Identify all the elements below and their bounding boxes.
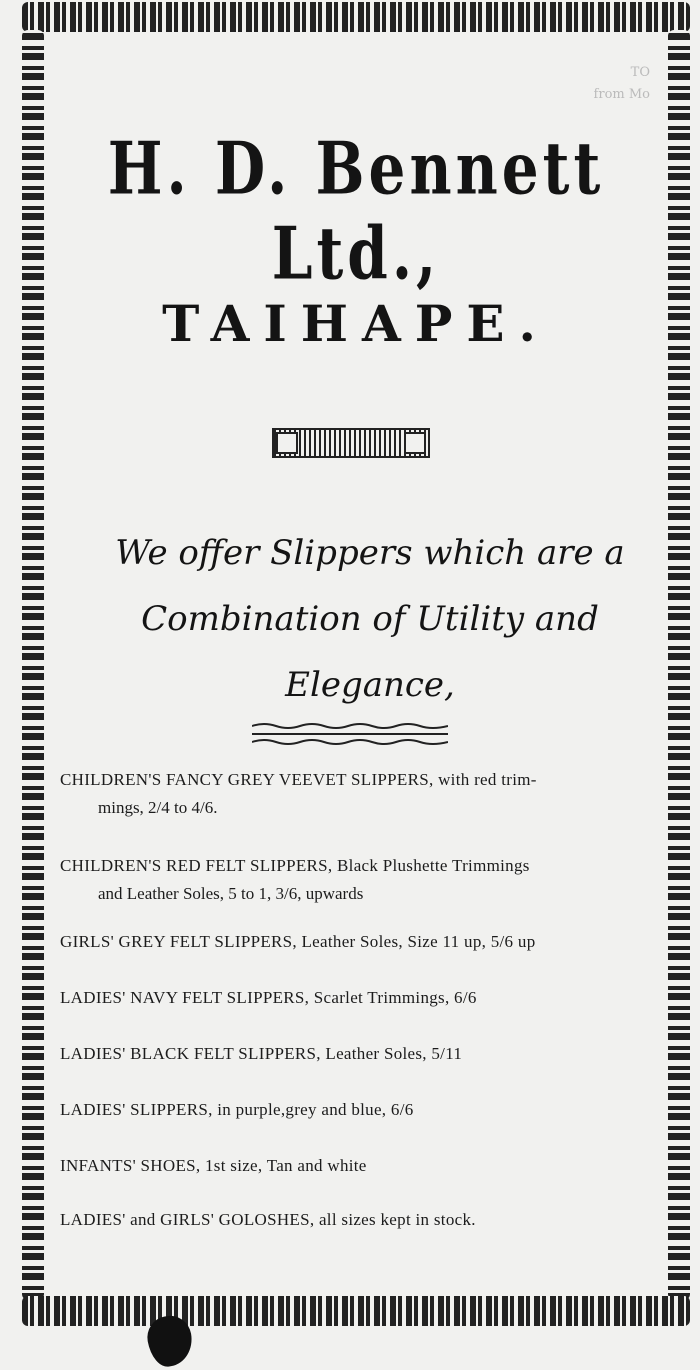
slogan-line-1: We offer Slippers which are a [115,533,625,573]
slogan [70,520,670,718]
decorative-border-bottom [22,1296,690,1326]
list-item [60,1210,664,1230]
list-item [60,1100,664,1120]
list-item-line: INFANTS' SHOES, 1st size, Tan and white [60,1156,367,1175]
decorative-border-right [668,30,690,1300]
list-item-line: CHILDREN'S FANCY GREY VEEVET SLIPPERS, with red trim- [60,770,537,789]
list-item [60,770,664,818]
list-item-line: CHILDREN'S RED FELT SLIPPERS, Black Plushette Trimmings [60,856,530,875]
firm-name: H. D. Bennett Ltd., [107,126,605,296]
list-item [60,1044,664,1064]
bleed-through-line: from Mo [593,87,650,102]
wavy-rule-icon [252,722,448,746]
ornament-divider-icon [272,428,430,458]
slogan-line-3: Elegance, [285,665,455,705]
list-item-line: LADIES' BLACK FELT SLIPPERS, Leather Soles, 5/11 [60,1044,463,1063]
list-item-line: mings, 2/4 to 4/6. [98,798,218,817]
list-item-line: LADIES' NAVY FELT SLIPPERS, Scarlet Trimmings, 6/6 [60,988,477,1007]
bleed-through-line: TO [630,65,650,80]
list-item-line: and Leather Soles, 5 to 1, 3/6, upwards [98,884,364,903]
list-item-line: GIRLS' GREY FELT SLIPPERS, Leather Soles, Size 11 up, 5/6 up [60,932,536,951]
decorative-border-top [22,2,690,32]
slogan-line-2: Combination of Utility and [141,599,599,639]
list-item-line: LADIES' and GIRLS' GOLOSHES, all sizes kept in stock. [60,1210,476,1229]
list-item-line: LADIES' SLIPPERS, in purple,grey and blue, 6/6 [60,1100,414,1119]
decorative-border-left [22,30,44,1300]
town-name: TAIHAPE. [162,294,550,353]
list-item [60,988,664,1008]
list-item [60,1156,664,1176]
list-item [60,856,664,904]
bleed-through-text [490,62,650,106]
list-item [60,932,664,952]
